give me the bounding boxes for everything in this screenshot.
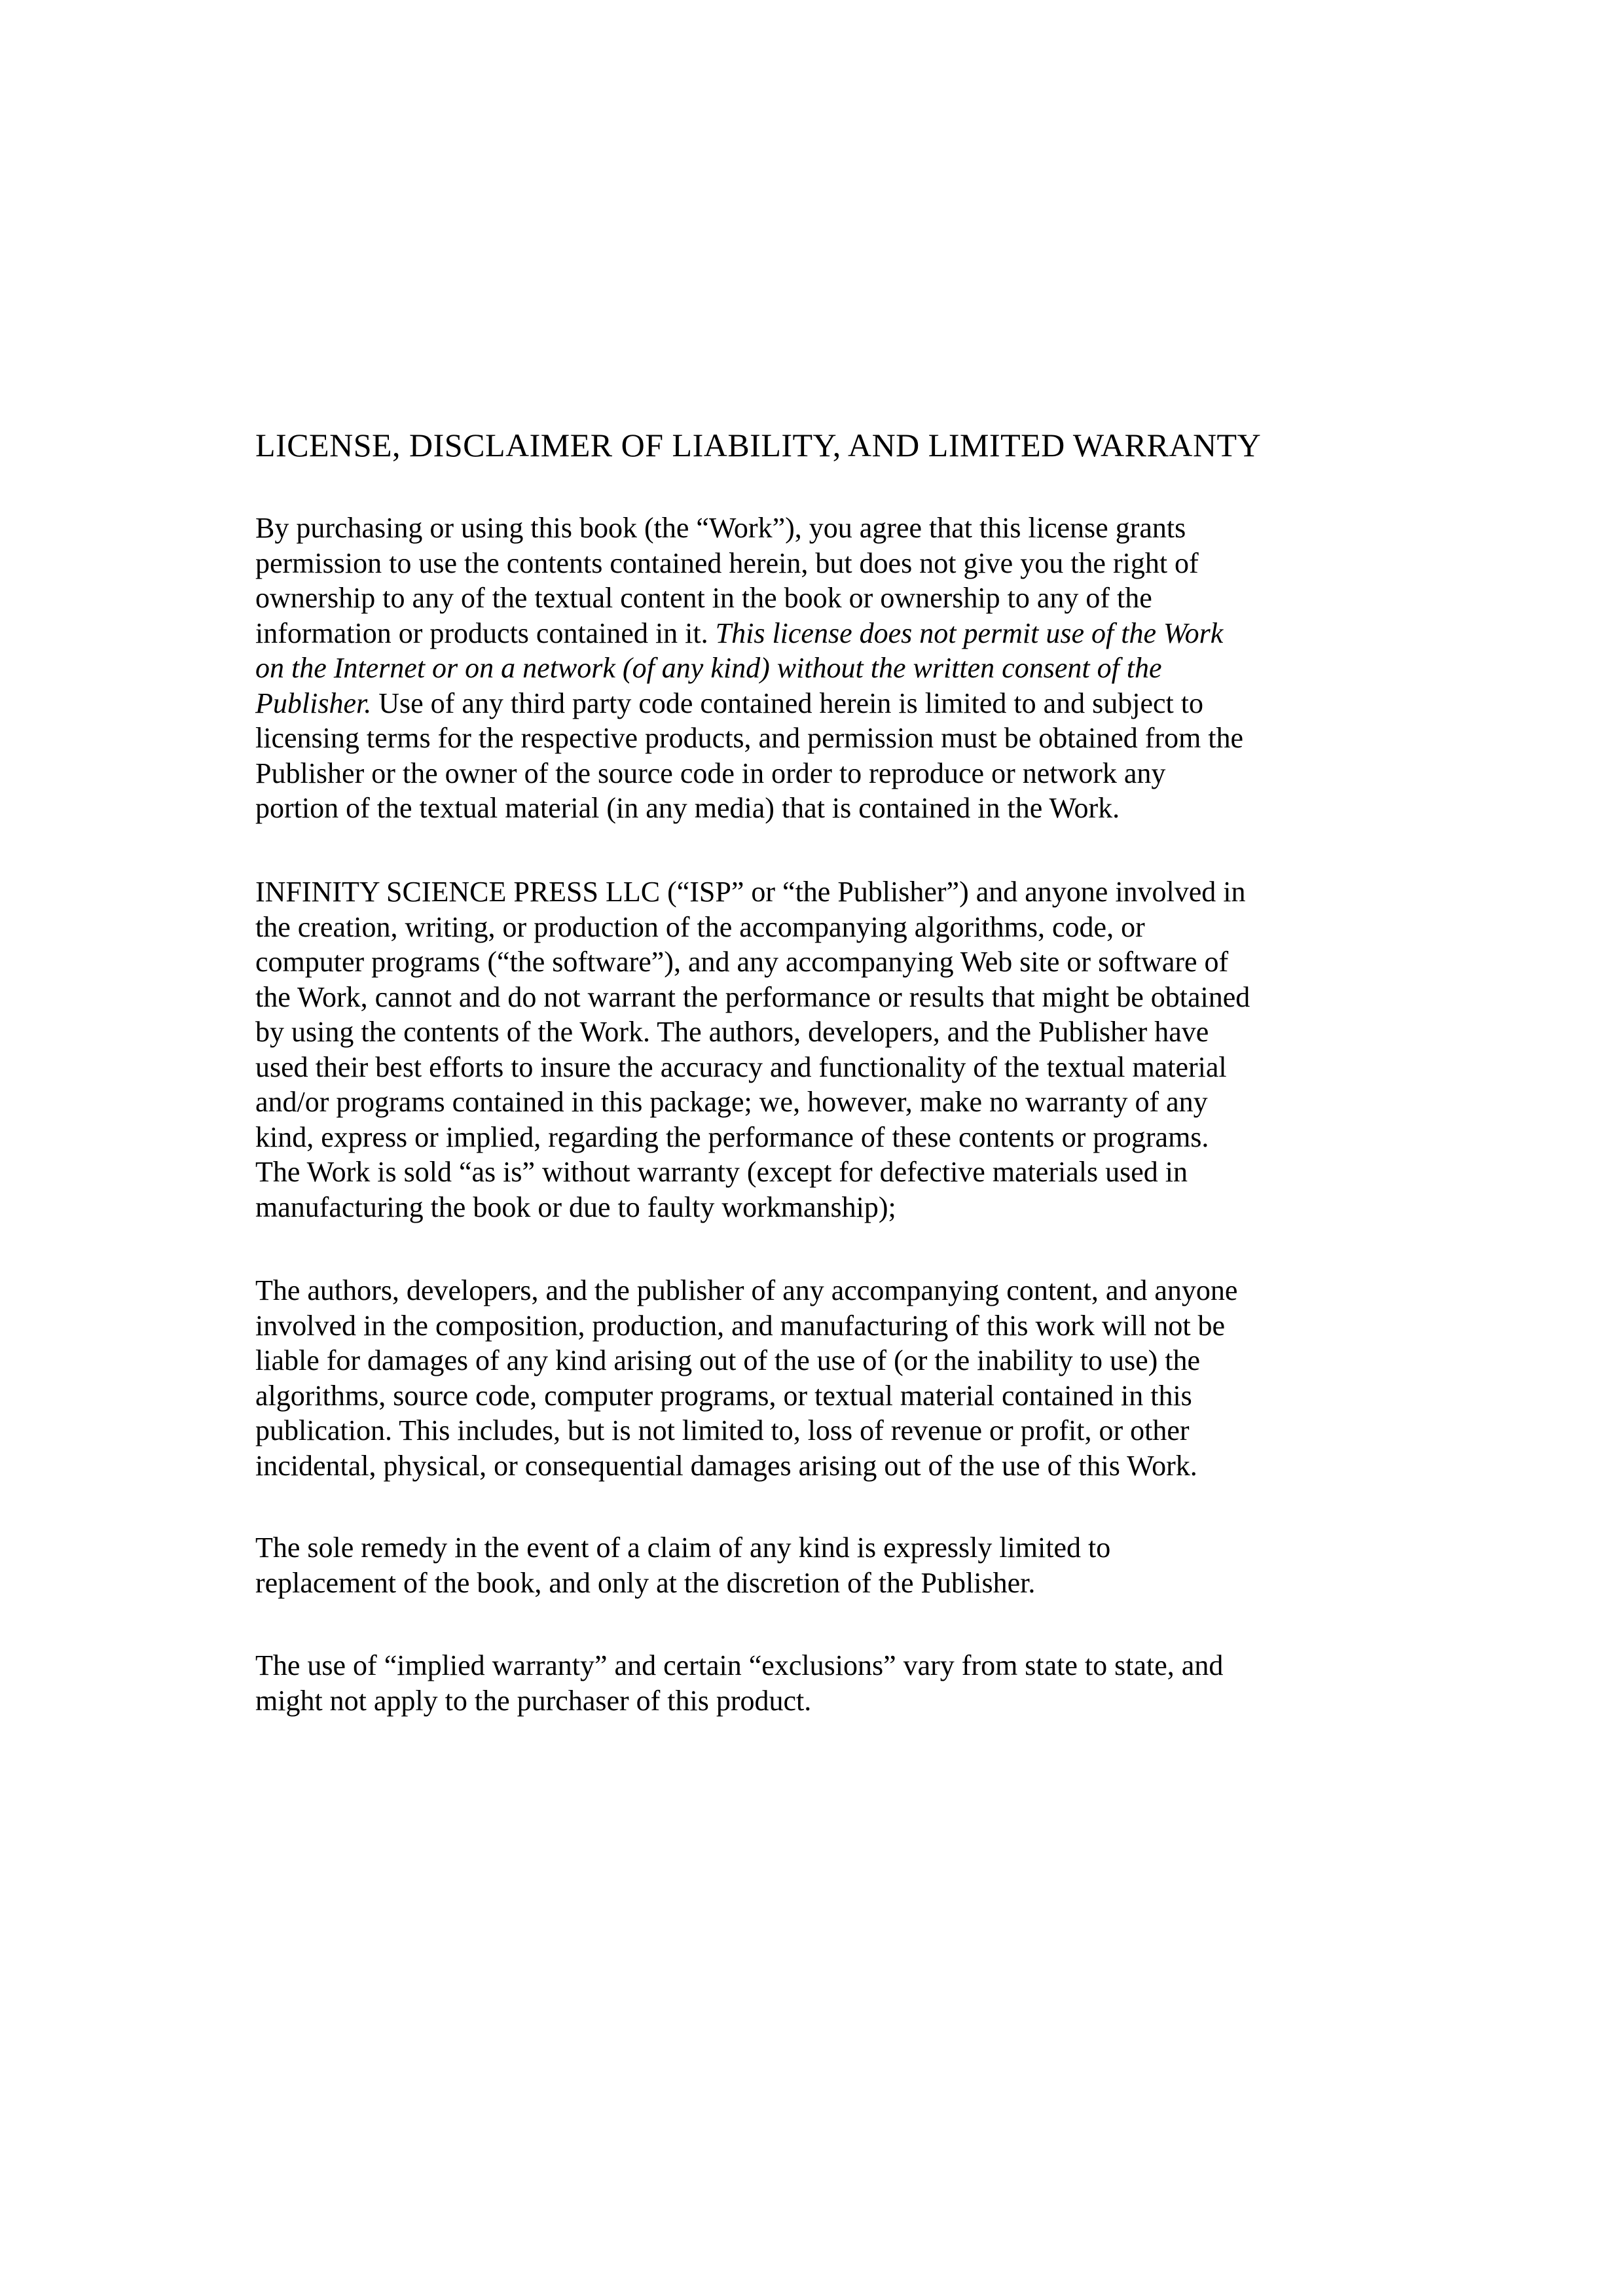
text-line xyxy=(255,1190,1329,1225)
text-line xyxy=(255,686,1329,721)
text-segment: The Work is sold “as is” without warranty (except for defective materials used in xyxy=(255,1156,1188,1188)
text-line xyxy=(255,980,1329,1015)
text-segment: INFINITY SCIENCE PRESS LLC (“ISP” or “the Publisher”) and anyone involved in xyxy=(255,876,1246,908)
text-line xyxy=(255,1683,1329,1719)
text-segment: The authors, developers, and the publisher of any accompanying content, and anyone xyxy=(255,1274,1238,1306)
text-segment: by using the contents of the Work. The authors, developers, and the Publisher have xyxy=(255,1016,1209,1048)
paragraph-warranty-disclaimer xyxy=(255,874,1329,1225)
text-line xyxy=(255,791,1329,826)
text-segment: computer programs (“the software”), and any accompanying Web site or software of xyxy=(255,946,1229,978)
text-segment: kind, express or implied, regarding the performance of these contents or programs. xyxy=(255,1121,1209,1153)
text-segment: liable for damages of any kind arising out of the use of (or the inability to use) the xyxy=(255,1344,1201,1376)
text-line xyxy=(255,944,1329,980)
text-segment: incidental, physical, or consequential damages arising out of the use of this Work. xyxy=(255,1449,1197,1482)
text-segment: licensing terms for the respective products, and permission must be obtained from the xyxy=(255,722,1244,754)
text-segment: publication. This includes, but is not limited to, loss of revenue or profit, or other xyxy=(255,1414,1190,1446)
text-line xyxy=(255,546,1329,581)
text-line xyxy=(255,721,1329,756)
text-segment: might not apply to the purchaser of this product. xyxy=(255,1684,812,1717)
text-segment: Publisher or the owner of the source code in order to reproduce or network any xyxy=(255,757,1166,789)
text-line xyxy=(255,1085,1329,1120)
text-segment: ownership to any of the textual content in the book or ownership to any of the xyxy=(255,582,1152,614)
page-title: LICENSE, DISCLAIMER OF LIABILITY, AND LIMITED WARRANTY xyxy=(255,427,1262,463)
text-line xyxy=(255,910,1329,945)
text-segment: portion of the textual material (in any media) that is contained in the Work. xyxy=(255,792,1120,824)
text-segment: Use of any third party code contained herein is limited to and subject to xyxy=(371,687,1203,719)
italic-text-segment: This license does not permit use of the Work xyxy=(715,617,1224,649)
text-line xyxy=(255,616,1329,651)
text-line xyxy=(255,756,1329,791)
text-line xyxy=(255,581,1329,616)
text-segment: information or products contained in it. xyxy=(255,617,716,649)
paragraph-license-grant xyxy=(255,511,1329,826)
paragraph-sole-remedy xyxy=(255,1530,1329,1600)
text-line xyxy=(255,1530,1329,1566)
italic-text-segment: Publisher. xyxy=(255,687,372,719)
text-line xyxy=(255,1155,1329,1190)
text-line xyxy=(255,1448,1329,1484)
text-line xyxy=(255,1648,1329,1683)
text-line xyxy=(255,874,1329,910)
text-line xyxy=(255,1308,1329,1344)
text-line xyxy=(255,1378,1329,1414)
paragraph-liability-limitation xyxy=(255,1273,1329,1483)
text-line xyxy=(255,1050,1329,1085)
text-line xyxy=(255,511,1329,546)
text-segment: The use of “implied warranty” and certain “exclusions” vary from state to state, and xyxy=(255,1649,1224,1681)
text-line xyxy=(255,1413,1329,1448)
text-line xyxy=(255,1343,1329,1378)
text-segment: involved in the composition, production, and manufacturing of this work will not be xyxy=(255,1309,1226,1342)
text-segment: By purchasing or using this book (the “Work”), you agree that this license grants xyxy=(255,512,1186,544)
text-segment: used their best efforts to insure the accuracy and functionality of the textual material xyxy=(255,1050,1227,1083)
text-segment: manufacturing the book or due to faulty workmanship); xyxy=(255,1191,896,1223)
text-line xyxy=(255,651,1329,686)
text-segment: the creation, writing, or production of the accompanying algorithms, code, or xyxy=(255,910,1145,943)
text-line xyxy=(255,1566,1329,1601)
text-segment: the Work, cannot and do not warrant the performance or results that might be obtained xyxy=(255,980,1250,1013)
text-line xyxy=(255,1273,1329,1308)
text-line xyxy=(255,1120,1329,1155)
text-segment: and/or programs contained in this package; we, however, make no warranty of any xyxy=(255,1086,1208,1118)
text-segment: replacement of the book, and only at the discretion of the Publisher. xyxy=(255,1566,1036,1599)
italic-text-segment: on the Internet or on a network (of any kind) without the written consent of the xyxy=(255,652,1162,684)
text-line xyxy=(255,1014,1329,1050)
paragraph-implied-warranty-variation xyxy=(255,1648,1329,1718)
text-segment: permission to use the contents contained herein, but does not give you the right of xyxy=(255,547,1199,579)
text-segment: algorithms, source code, computer programs, or textual material contained in this xyxy=(255,1379,1192,1412)
text-segment: The sole remedy in the event of a claim of any kind is expressly limited to xyxy=(255,1532,1111,1564)
